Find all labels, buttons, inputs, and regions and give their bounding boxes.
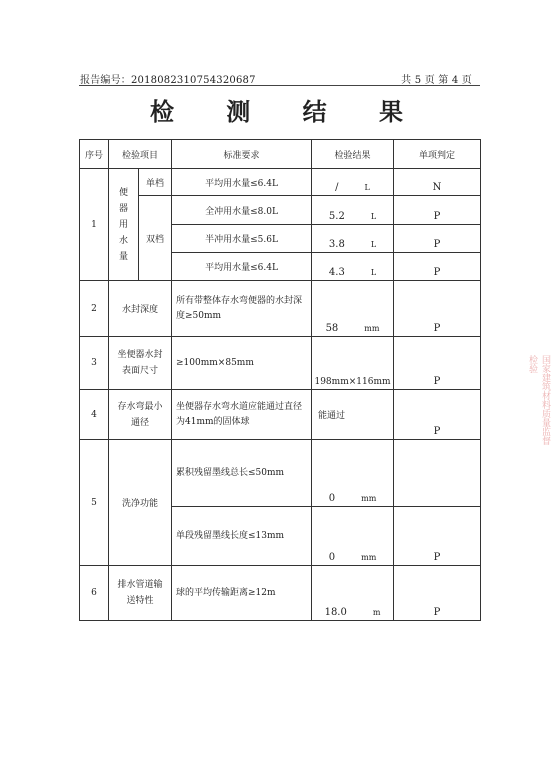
result: 4.3 L	[312, 253, 394, 281]
item-name: 便器用水量	[109, 169, 139, 281]
result: 58 mm	[312, 281, 394, 337]
item-no: 4	[80, 390, 109, 440]
requirement: 平均用水量≤6.4L	[172, 169, 312, 196]
requirement: 坐便器存水弯水道应能通过直径为41mm的固体球	[172, 390, 312, 440]
judgement: P	[394, 566, 481, 621]
judgement: P	[394, 281, 481, 337]
table-row	[80, 337, 481, 390]
requirement: 累积残留墨线总长≤50mm	[172, 440, 312, 507]
item-name: 坐便器水封表面尺寸	[109, 337, 172, 390]
table-row	[80, 390, 481, 440]
item-no: 1	[80, 169, 109, 281]
report-number: 报告编号：2018082310754320687	[80, 75, 256, 86]
result: 3.8 L	[312, 225, 394, 253]
item-name: 水封深度	[109, 281, 172, 337]
judgement: P	[394, 225, 481, 253]
result: 18.0 m	[312, 566, 394, 621]
col-result: 检验结果	[312, 140, 394, 169]
table-row	[80, 281, 481, 337]
item-name: 存水弯最小通径	[109, 390, 172, 440]
result: 能通过	[312, 390, 394, 440]
requirement: 所有带整体存水弯便器的水封深度≥50mm	[172, 281, 312, 337]
judgement: P	[394, 337, 481, 390]
table-row	[80, 566, 481, 621]
judgement: P	[394, 390, 481, 440]
seal-stamp: 国家建筑材料质量监督检验	[527, 355, 550, 445]
requirement: 全冲用水量≤8.0L	[172, 196, 312, 225]
page-info: 共 5 页 第 4 页	[401, 75, 472, 86]
judgement: P	[394, 253, 481, 281]
header-rule	[79, 85, 480, 86]
page-title: 检 测 结 果	[149, 97, 426, 126]
requirement: 球的平均传输距离≥12m	[172, 566, 312, 621]
judgement: P	[394, 507, 481, 566]
judgement: P	[394, 196, 481, 225]
table-row	[80, 169, 481, 196]
table-row	[80, 440, 481, 507]
results-table	[79, 139, 481, 621]
single-flush-label: 单档	[139, 169, 172, 196]
result: 5.2 L	[312, 196, 394, 225]
result: / L	[312, 169, 394, 196]
table-header-row	[80, 140, 481, 169]
item-name: 洗净功能	[109, 440, 172, 566]
item-no: 6	[80, 566, 109, 621]
result: 198mm×116mm	[312, 337, 394, 390]
judgement: N	[394, 169, 481, 196]
dual-flush-label: 双档	[139, 196, 172, 281]
item-no: 3	[80, 337, 109, 390]
col-no: 序号	[80, 140, 109, 169]
table-row	[80, 196, 481, 225]
item-name: 排水管道输送特性	[109, 566, 172, 621]
result: 0 mm	[312, 507, 394, 566]
item-no: 2	[80, 281, 109, 337]
col-requirement: 标准要求	[172, 140, 312, 169]
item-no: 5	[80, 440, 109, 566]
requirement: 半冲用水量≤5.6L	[172, 225, 312, 253]
col-judgement: 单项判定	[394, 140, 481, 169]
requirement: ≥100mm×85mm	[172, 337, 312, 390]
requirement: 单段残留墨线长度≤13mm	[172, 507, 312, 566]
judgement	[394, 440, 481, 507]
requirement: 平均用水量≤6.4L	[172, 253, 312, 281]
col-item: 检验项目	[109, 140, 172, 169]
result: 0 mm	[312, 440, 394, 507]
